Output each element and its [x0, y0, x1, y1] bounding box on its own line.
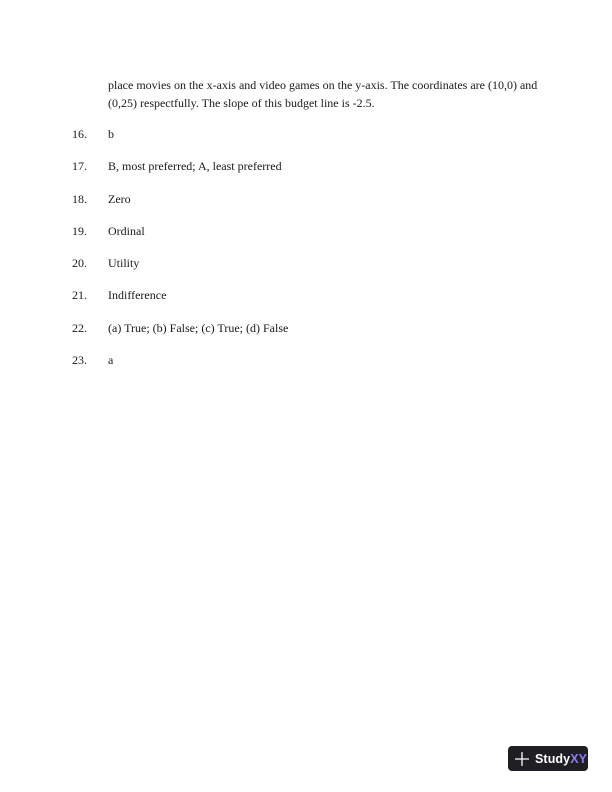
- continuation-paragraph: place movies on the x-axis and video games on the y-axis. The coordinates are (10,0) and (0,25) respectfully. The slope of this budget line is -2.5.: [108, 78, 538, 110]
- answer-text: (a) True; (b) False; (c) True; (d) False: [108, 320, 289, 335]
- studyxy-watermark-badge[interactable]: [508, 746, 588, 771]
- answer-number: 17.: [72, 159, 87, 174]
- answer-number: 20.: [72, 256, 87, 271]
- answer-item: [72, 159, 548, 191]
- answer-text: Indifference: [108, 288, 167, 303]
- answer-number: 18.: [72, 191, 87, 206]
- answer-text: Ordinal: [108, 223, 145, 238]
- answer-text: B, most preferred; A, least preferred: [108, 159, 282, 174]
- answer-number: 22.: [72, 320, 87, 335]
- plus-sparkle-icon: [515, 752, 529, 766]
- answer-text: a: [108, 353, 114, 368]
- answer-text: Utility: [108, 256, 140, 271]
- brand-study-text: Study: [535, 751, 571, 766]
- answer-number: 21.: [72, 288, 87, 303]
- answer-item: [72, 256, 548, 288]
- answer-item: [72, 321, 548, 353]
- answer-item: [72, 288, 548, 320]
- answer-item: [72, 192, 548, 224]
- answer-text: Zero: [108, 191, 131, 206]
- answer-list: [72, 127, 548, 385]
- answer-text: b: [108, 127, 114, 141]
- answer-number: 16.: [72, 127, 87, 141]
- answer-number: 19.: [72, 223, 87, 238]
- answer-number: 23.: [72, 353, 87, 368]
- answer-item: [72, 224, 548, 256]
- answer-item: [72, 127, 548, 159]
- brand-wordmark: [535, 752, 587, 766]
- brand-xy-text: XY: [570, 751, 588, 766]
- answer-item: [72, 353, 548, 385]
